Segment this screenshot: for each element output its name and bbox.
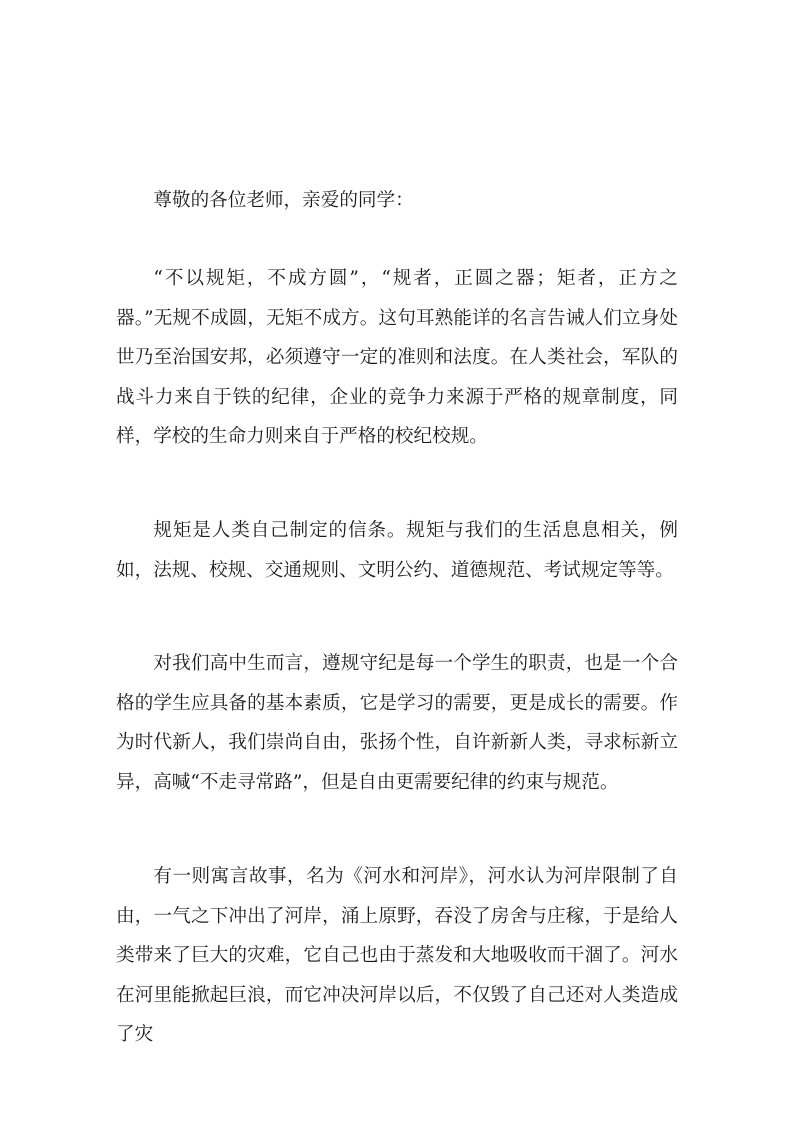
paragraph-rules-proverb: “不以规矩，不成方圆”，“规者，正圆之器；矩者，正方之器。”无规不成圆，无矩不成方。这句耳熟能详的名言告诫人们立身处世乃至治国安邦，必须遵守一定的准则和法度。在人类社会，军队的战斗力来自于铁的纪律，企业的竞争力来源于严格的规章制度，同样，学校的生命力则来自于严格的校纪校规。 <box>116 268 678 448</box>
salutation: 尊敬的各位老师，亲爱的同学： <box>153 190 414 211</box>
paragraph-river-fable: 有一则寓言故事，名为《河水和河岸》，河水认为河岸限制了自由，一气之下冲出了河岸，涌上原野，吞没了房舍与庄稼，于是给人类带来了巨大的灾难，它自己也由于蒸发和大地吸收而干涸了。河水在河里能掀起巨浪，而它冲决河岸以后，不仅毁了自己还对人类造成了灾 <box>116 866 678 1046</box>
paragraph-rules-definition: 规矩是人类自己制定的信条。规矩与我们的生活息息相关，例如，法规、校规、交通规则、文明公约、道德规范、考试规定等等。 <box>116 520 678 581</box>
paragraph-students-discipline: 对我们高中生而言，遵规守纪是每一个学生的职责，也是一个合格的学生应具备的基本素质，它是学习的需要，更是成长的需要。作为时代新人，我们崇尚自由，张扬个性，自许新新人类，寻求标新立异，高喊“不走寻常路”，但是自由更需要纪律的约束与规范。 <box>116 653 678 793</box>
